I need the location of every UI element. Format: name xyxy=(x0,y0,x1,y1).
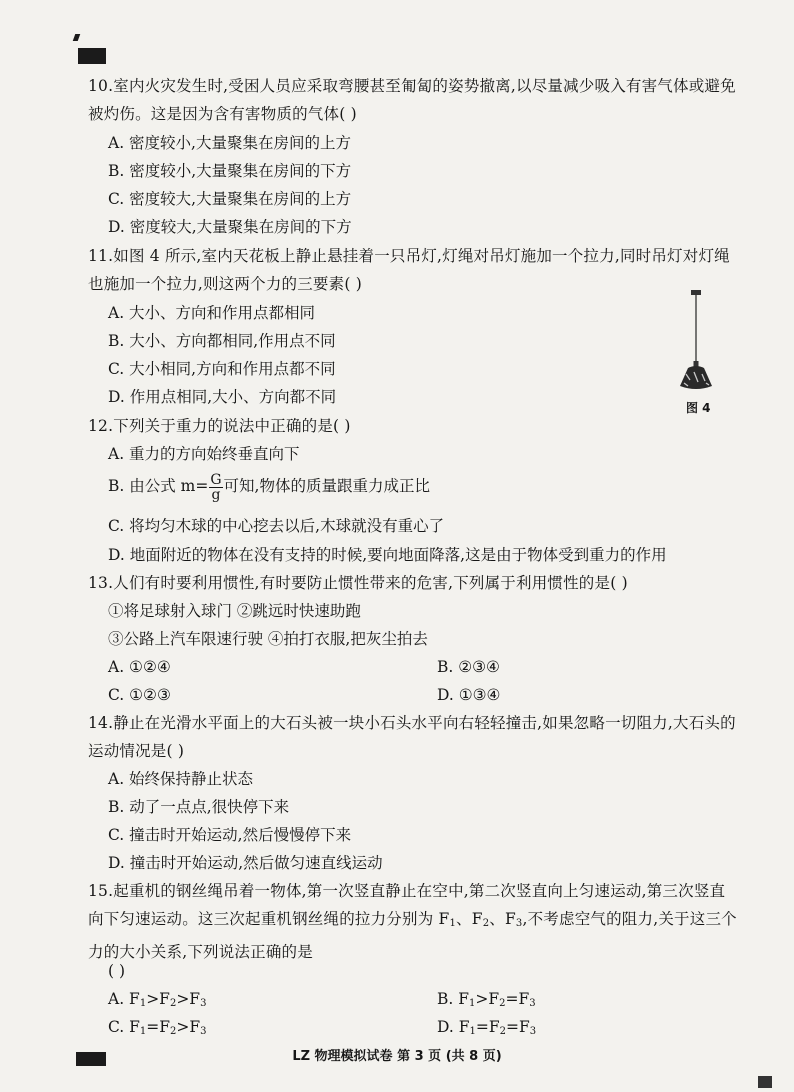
question-11-option-d: D. 作用点相同,大小、方向都不同 xyxy=(108,388,337,406)
formula-fraction xyxy=(209,473,222,502)
question-11-option-c: C. 大小相同,方向和作用点都不同 xyxy=(108,360,336,378)
subscript: 1 xyxy=(139,998,147,1009)
question-13-option-a: A. ①②④ xyxy=(108,658,171,676)
question-12-option-c: C. 将均匀木球的中心挖去以后,木球就没有重心了 xyxy=(108,517,445,535)
subscript: 2 xyxy=(169,998,177,1009)
question-12-option-a: A. 重力的方向始终垂直向下 xyxy=(108,445,300,463)
subscript: 3 xyxy=(200,1026,207,1037)
option-text: >F xyxy=(176,990,201,1008)
option-text: =F xyxy=(475,1018,500,1036)
registration-mark xyxy=(78,48,106,64)
question-14-option-c: C. 撞击时开始运动,然后慢慢停下来 xyxy=(108,826,352,844)
question-13-stem: 13.人们有时要利用惯性,有时要防止惯性带来的危害,下列属于利用惯性的是( ) xyxy=(88,574,628,592)
question-15-answer-blank: ( ) xyxy=(108,962,126,980)
subscript: 2 xyxy=(482,918,490,929)
question-14-stem-line2: 运动情况是( ) xyxy=(88,742,185,760)
figure-4-label: 图 4 xyxy=(686,401,711,415)
question-13-option-b: B. ②③④ xyxy=(437,658,500,676)
question-15-stem-line1: 15.起重机的钢丝绳吊着一物体,第一次竖直静止在空中,第二次竖直向上匀速运动,第三次竖直 xyxy=(88,882,726,900)
option-text: >F xyxy=(146,990,170,1008)
question-10-stem-line2: 被灼伤。这是因为含有害物质的气体( ) xyxy=(88,105,357,123)
subscript: 3 xyxy=(515,918,523,929)
stem-text: 向下匀速运动。这三次起重机钢丝绳的拉力分别为 F xyxy=(88,910,450,928)
ceiling-mount xyxy=(691,290,701,295)
question-14-option-a: A. 始终保持静止状态 xyxy=(108,770,254,788)
question-11-stem-line2: 也施加一个拉力,则这两个力的三要素( ) xyxy=(88,275,362,293)
question-10-stem-line1: 10.室内火灾发生时,受困人员应采取弯腰甚至匍匐的姿势撤离,以尽量减少吸入有害气体或避免 xyxy=(88,77,736,95)
option-text: =F xyxy=(146,1018,171,1036)
question-15-stem-line2 xyxy=(88,905,758,938)
question-15 xyxy=(88,877,758,966)
fraction-numerator: G xyxy=(210,471,222,488)
subscript: 1 xyxy=(469,998,476,1009)
question-13-option-c: C. ①②③ xyxy=(108,686,171,704)
registration-mark xyxy=(73,34,81,41)
subscript: 1 xyxy=(469,1026,476,1037)
option-text: B. F xyxy=(437,990,469,1008)
question-12 xyxy=(88,412,758,440)
question-13-items-row2: ③公路上汽车限速行驶 ④拍打衣服,把灰尘拍去 xyxy=(108,630,428,648)
fraction-denominator: g xyxy=(211,486,221,503)
question-15-option-d xyxy=(437,1013,536,1046)
watermark-qr-icon xyxy=(758,1076,772,1088)
option-text: C. F xyxy=(108,1018,140,1036)
question-13-items-row1: ①将足球射入球门 ②跳远时快速助跑 xyxy=(108,602,361,620)
subscript: 1 xyxy=(139,1026,147,1037)
question-10-option-d: D. 密度较大,大量聚集在房间的下方 xyxy=(108,218,352,236)
question-14-stem-line1: 14.静止在光滑水平面上的大石头被一块小石头水平向右轻轻撞击,如果忽略一切阻力,大石头的 xyxy=(88,714,736,732)
question-10-option-a: A. 密度较小,大量聚集在房间的上方 xyxy=(108,134,351,152)
question-12-stem: 12.下列关于重力的说法中正确的是( ) xyxy=(88,417,351,435)
stem-text: 、F xyxy=(456,910,483,928)
question-12-option-b xyxy=(108,472,430,502)
stem-text: 、F xyxy=(489,910,516,928)
question-11-option-a: A. 大小、方向和作用点都相同 xyxy=(108,304,316,322)
option-b-suffix: 可知,物体的质量跟重力成正比 xyxy=(223,477,430,495)
question-13 xyxy=(88,569,758,597)
question-15-stem-line3: 力的大小关系,下列说法正确的是 xyxy=(88,943,313,961)
subscript: 2 xyxy=(499,998,506,1009)
question-10-option-c: C. 密度较大,大量聚集在房间的上方 xyxy=(108,190,352,208)
subscript: 2 xyxy=(170,1026,177,1037)
option-text: A. F xyxy=(108,990,140,1008)
subscript: 2 xyxy=(499,1026,506,1037)
option-text: =F xyxy=(505,990,530,1008)
option-text: D. F xyxy=(437,1018,470,1036)
subscript: 3 xyxy=(200,998,207,1009)
question-11-stem-line1: 11.如图 4 所示,室内天花板上静止悬挂着一只吊灯,灯绳对吊灯施加一个拉力,同时吊灯对灯绳 xyxy=(88,247,730,265)
question-14-option-b: B. 动了一点点,很快停下来 xyxy=(108,798,290,816)
option-b-prefix: B. 由公式 m= xyxy=(108,477,209,495)
question-11 xyxy=(88,242,758,298)
subscript: 3 xyxy=(529,998,536,1009)
question-15-option-c xyxy=(108,1013,207,1046)
subscript: 1 xyxy=(449,918,457,929)
hanging-lamp-figure xyxy=(672,288,722,396)
subscript: 3 xyxy=(529,1026,537,1037)
question-10 xyxy=(88,72,758,128)
question-12-option-d: D. 地面附近的物体在没有支持的时候,要向地面降落,这是由于物体受到重力的作用 xyxy=(108,546,667,564)
question-11-option-b: B. 大小、方向都相同,作用点不同 xyxy=(108,332,336,350)
option-text: >F xyxy=(176,1018,201,1036)
question-13-option-d: D. ①③④ xyxy=(437,686,501,704)
question-10-option-b: B. 密度较小,大量聚集在房间的下方 xyxy=(108,162,352,180)
page-footer: LZ 物理模拟试卷 第 3 页 (共 8 页) xyxy=(292,1049,502,1064)
question-14-option-d: D. 撞击时开始运动,然后做匀速直线运动 xyxy=(108,854,383,872)
option-text: =F xyxy=(505,1018,530,1036)
question-14 xyxy=(88,709,758,765)
stem-text: ,不考虑空气的阻力,关于这三个 xyxy=(522,910,737,928)
option-text: >F xyxy=(475,990,500,1008)
